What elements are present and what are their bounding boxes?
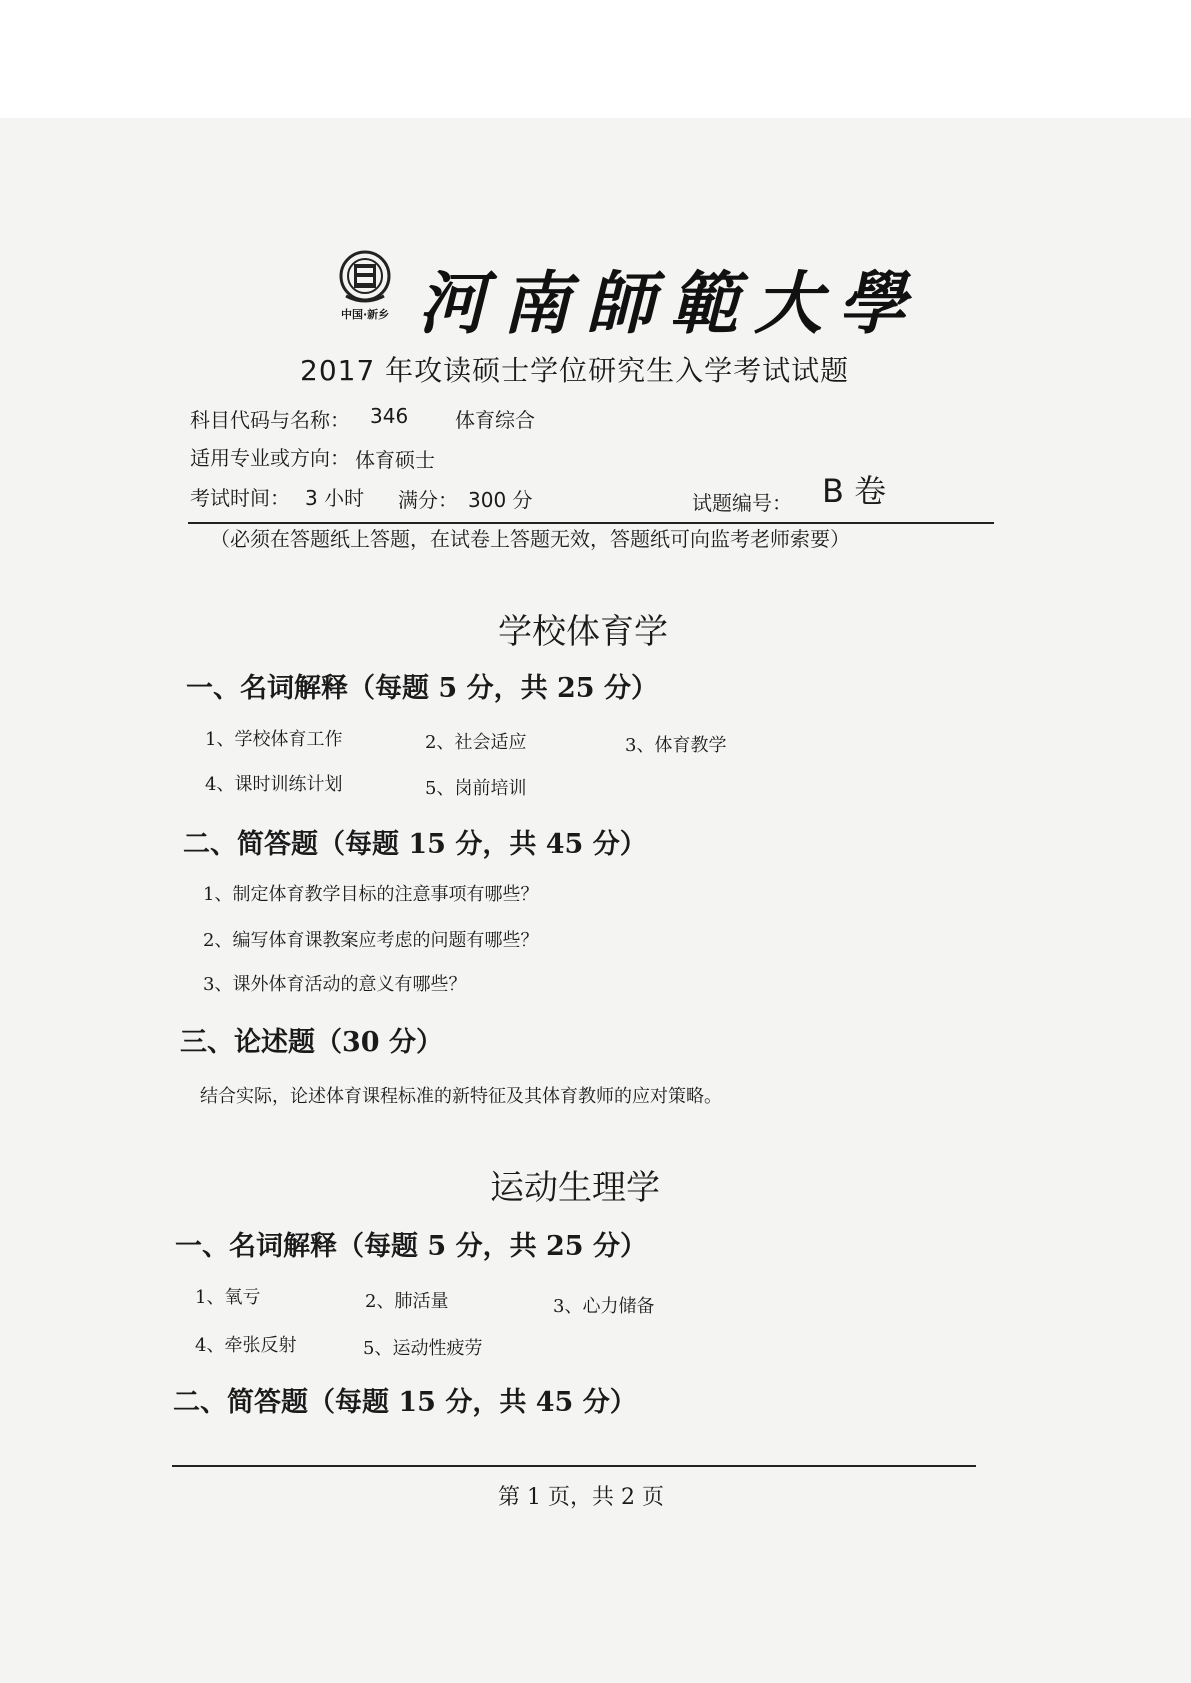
subject-heading-exercise-physiology: 运动生理学 [490,1168,660,1208]
score-value: 300 分 [468,488,533,512]
subject-label: 科目代码与名称： [190,408,350,432]
page-number: 第 1 页，共 2 页 [498,1485,664,1510]
term-item: 5、岗前培训 [425,778,527,799]
essay-question: 结合实际，论述体育课程标准的新特征及其体育教师的应对策略。 [200,1086,722,1107]
major-value: 体育硕士 [355,448,435,472]
emblem-caption: 中国·新乡 [341,308,390,321]
term-item: 1、学校体育工作 [205,729,343,750]
paper-number-label: 试题编号： [692,491,792,515]
time-label: 考试时间： [190,486,290,510]
term-item: 2、肺活量 [365,1291,449,1312]
section-heading-terms: 一、名词解释（每题 5 分，共 25 分） [175,1231,647,1262]
term-item: 4、牵张反射 [195,1335,297,1356]
major-label: 适用专业或方向： [190,446,350,470]
paper-number-value: B 卷 [822,472,887,510]
section-heading-essay: 三、论述题（30 分） [180,1027,443,1058]
question-item: 3、课外体育活动的意义有哪些？ [203,974,467,995]
question-item: 2、编写体育课教案应考虑的问题有哪些？ [203,930,539,951]
footer-divider [172,1465,976,1467]
term-item: 3、体育教学 [625,735,727,756]
section-heading-terms: 一、名词解释（每题 5 分，共 25 分） [186,673,658,704]
term-item: 2、社会适应 [425,732,527,753]
term-item: 3、心力储备 [553,1296,655,1317]
section-heading-short-answer: 二、简答题（每题 15 分，共 45 分） [173,1387,637,1418]
exam-title: 2017 年攻读硕士学位研究生入学考试试题 [300,354,850,387]
term-item: 5、运动性疲劳 [363,1338,483,1359]
university-logo: 河南師範大學 [418,264,923,344]
section-heading-short-answer: 二、简答题（每题 15 分，共 45 分） [183,829,647,860]
answer-notice: （必须在答题纸上答题，在试卷上答题无效，答题纸可向监考老师索要） [210,527,850,551]
score-label: 满分： [398,488,458,512]
term-item: 4、课时训练计划 [205,774,343,795]
subject-name: 体育综合 [455,408,535,432]
question-item: 1、制定体育教学目标的注意事项有哪些？ [203,884,539,905]
term-item: 1、氧亏 [195,1287,261,1308]
time-value: 3 小时 [305,486,365,510]
subject-heading-school-pe: 学校体育学 [498,612,668,652]
subject-code: 346 [370,404,409,428]
